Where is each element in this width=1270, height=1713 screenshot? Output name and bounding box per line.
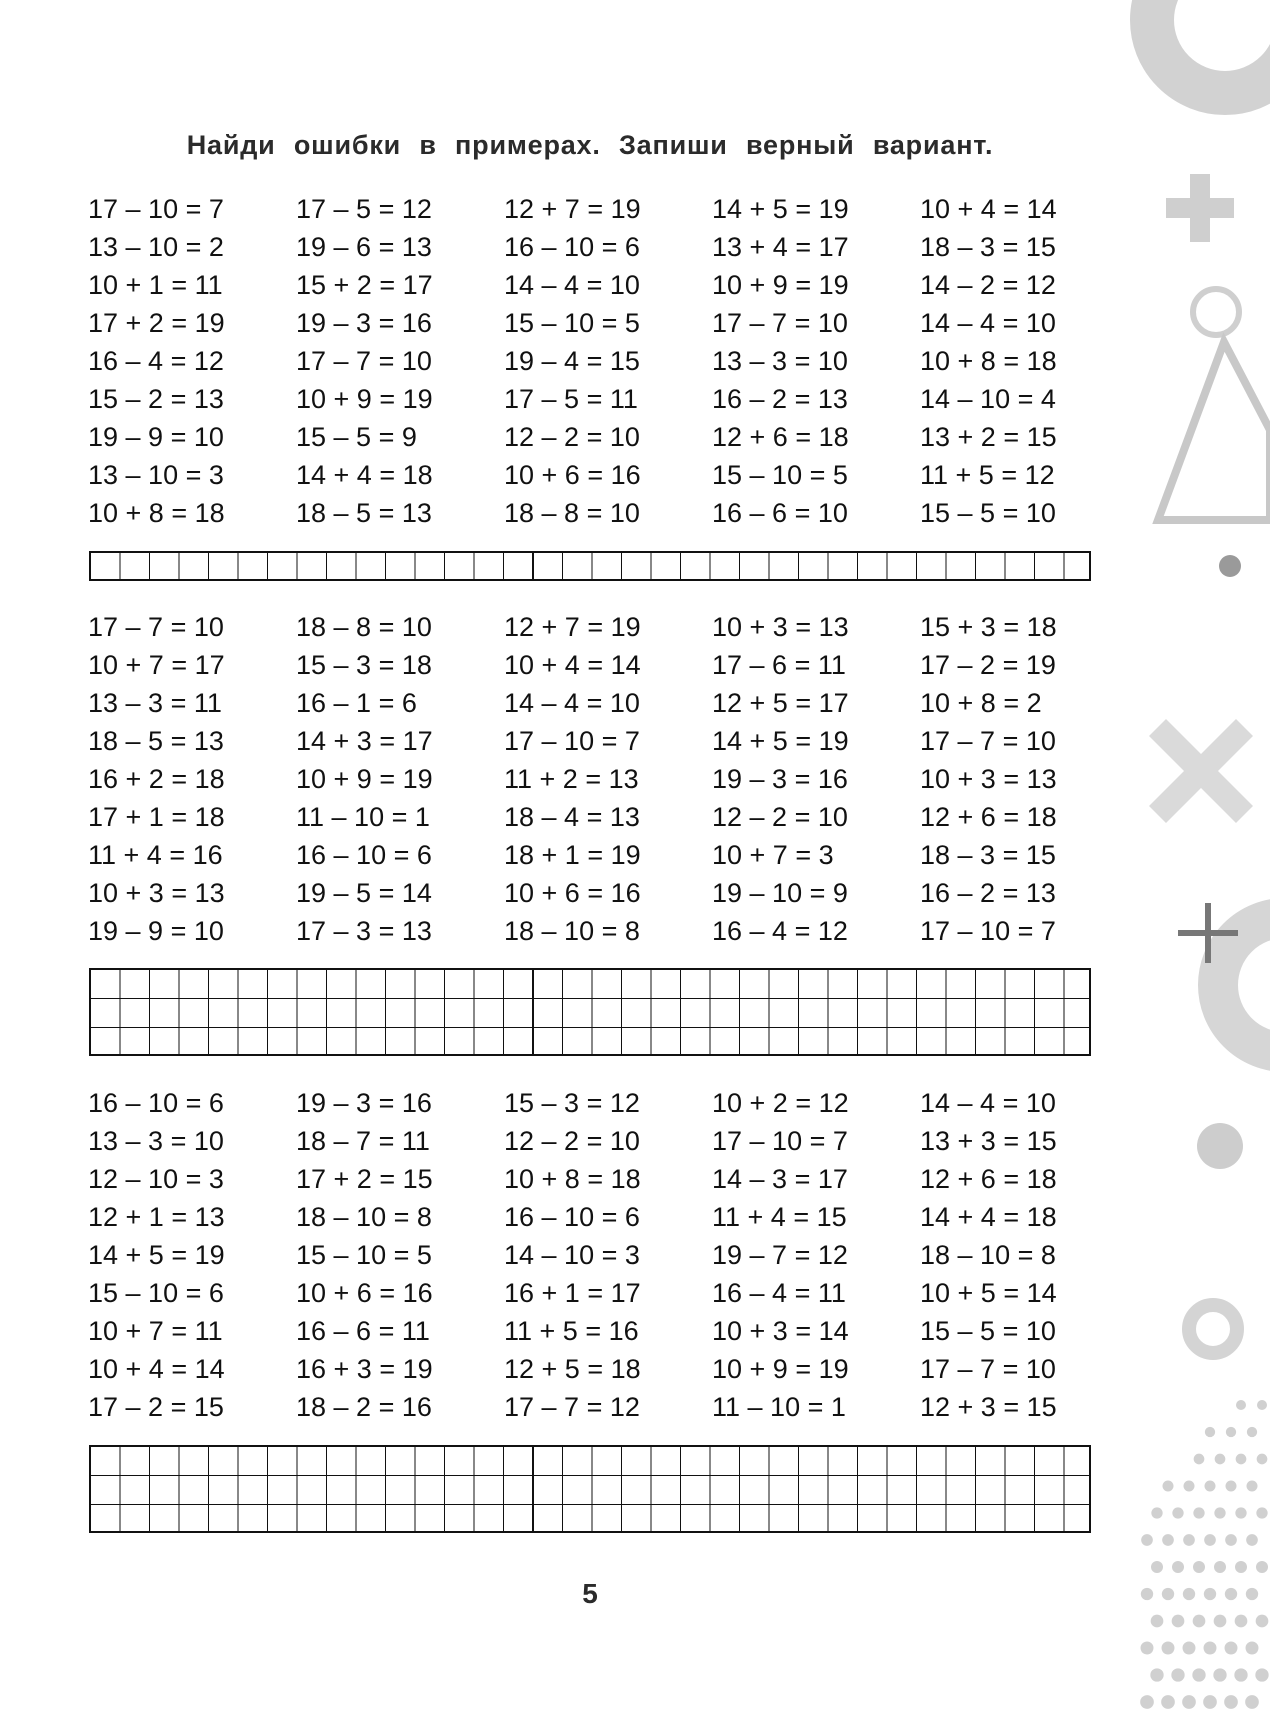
equation: 10 + 5 = 14 — [920, 1278, 1057, 1308]
equation: 17 – 7 = 12 — [504, 1392, 640, 1422]
exercise-block-2 — [88, 608, 1128, 950]
equation: 13 – 3 = 10 — [88, 1126, 224, 1156]
pattern-dot — [1257, 1454, 1268, 1465]
pattern-dot — [1246, 1588, 1258, 1600]
equation: 14 + 4 = 18 — [920, 1202, 1057, 1232]
equation: 18 – 3 = 15 — [920, 840, 1056, 870]
equation: 10 + 2 = 12 — [712, 1088, 849, 1118]
equation: 11 + 5 = 16 — [504, 1316, 639, 1346]
ring-shape-top — [1152, 0, 1270, 93]
equation: 10 + 3 = 14 — [712, 1316, 849, 1346]
pattern-dot — [1203, 1695, 1217, 1709]
pattern-dot — [1172, 1507, 1183, 1518]
pattern-dot — [1235, 1507, 1246, 1518]
equation: 11 + 4 = 15 — [712, 1202, 847, 1232]
equation: 12 + 6 = 18 — [920, 1164, 1057, 1194]
pattern-dot — [1256, 1507, 1267, 1518]
equation: 19 – 3 = 16 — [296, 1088, 432, 1118]
equation: 13 – 3 = 11 — [88, 688, 222, 718]
thin-plus-icon — [1178, 903, 1238, 963]
equation: 17 – 5 = 12 — [296, 194, 432, 224]
equation: 14 – 10 = 4 — [920, 384, 1056, 414]
equation: 10 + 9 = 19 — [712, 1354, 849, 1384]
equation: 15 – 10 = 5 — [296, 1240, 432, 1270]
pattern-dot — [1204, 1534, 1216, 1546]
equation: 15 – 5 = 10 — [920, 1316, 1056, 1346]
equation: 14 – 4 = 10 — [504, 270, 640, 300]
equation: 16 – 4 = 12 — [88, 346, 224, 376]
equation: 10 + 7 = 17 — [88, 650, 225, 680]
equation: 16 – 10 = 6 — [504, 1202, 640, 1232]
equation: 19 – 3 = 16 — [712, 764, 848, 794]
equation: 12 – 2 = 10 — [504, 1126, 640, 1156]
pattern-dot — [1256, 1561, 1268, 1573]
equation: 19 – 7 = 12 — [712, 1240, 848, 1270]
equation: 17 – 7 = 10 — [712, 308, 848, 338]
equation: 14 + 5 = 19 — [712, 726, 849, 756]
equation: 12 + 1 = 13 — [88, 1202, 225, 1232]
equation: 19 – 9 = 10 — [88, 422, 224, 452]
equation: 13 + 2 = 15 — [920, 422, 1057, 452]
equation: 19 – 10 = 9 — [712, 878, 848, 908]
equation: 15 – 10 = 5 — [712, 460, 848, 490]
pattern-dot — [1256, 1615, 1269, 1628]
answer-grid-2[interactable] — [89, 968, 1091, 1056]
equation: 16 – 1 = 6 — [296, 688, 417, 718]
pattern-dot — [1141, 1534, 1153, 1546]
equation: 16 – 2 = 13 — [920, 878, 1056, 908]
equation: 17 – 2 = 19 — [920, 650, 1056, 680]
pattern-dot — [1225, 1534, 1237, 1546]
equation: 10 + 8 = 18 — [88, 498, 225, 528]
pattern-dot — [1193, 1615, 1206, 1628]
equation-column — [504, 190, 712, 532]
pattern-dot — [1234, 1668, 1247, 1681]
gray-dot-icon — [1197, 1123, 1243, 1169]
equation-column — [296, 608, 504, 950]
pattern-dot — [1172, 1615, 1185, 1628]
pattern-dot — [1140, 1695, 1154, 1709]
equation: 13 + 3 = 15 — [920, 1126, 1057, 1156]
equation: 17 – 7 = 10 — [296, 346, 432, 376]
equation: 18 – 5 = 13 — [296, 498, 432, 528]
equation-column — [920, 190, 1128, 532]
pattern-dot — [1246, 1642, 1259, 1655]
grid-divider — [532, 970, 534, 1054]
equation: 10 + 6 = 16 — [504, 460, 641, 490]
equation: 16 – 4 = 12 — [712, 916, 848, 946]
equation: 19 – 6 = 13 — [296, 232, 432, 262]
equation: 19 – 5 = 14 — [296, 878, 432, 908]
equation: 11 – 10 = 1 — [712, 1392, 846, 1422]
equation: 17 + 2 = 15 — [296, 1164, 433, 1194]
equation: 11 + 4 = 16 — [88, 840, 223, 870]
small-ring-icon — [1189, 1305, 1237, 1353]
pattern-dot — [1182, 1695, 1196, 1709]
equation: 15 + 3 = 18 — [920, 612, 1057, 642]
equation: 17 – 2 = 15 — [88, 1392, 224, 1422]
equation: 12 + 7 = 19 — [504, 612, 641, 642]
pattern-dot — [1150, 1668, 1163, 1681]
exercise-block-3 — [88, 1084, 1128, 1426]
pattern-dot — [1183, 1588, 1195, 1600]
answer-grid-1[interactable] — [89, 551, 1091, 581]
equation: 17 – 5 = 11 — [504, 384, 638, 414]
pattern-dot — [1235, 1615, 1248, 1628]
pattern-dot — [1141, 1588, 1153, 1600]
equation: 15 – 5 = 9 — [296, 422, 417, 452]
pattern-dot — [1255, 1668, 1268, 1681]
pattern-dot — [1171, 1668, 1184, 1681]
equation-column — [920, 1084, 1128, 1426]
equation: 10 + 9 = 19 — [296, 384, 433, 414]
equation-column — [504, 608, 712, 950]
pattern-dot — [1151, 1615, 1164, 1628]
pattern-dot — [1226, 1427, 1236, 1437]
equation: 10 + 9 = 19 — [712, 270, 849, 300]
page-number: 5 — [582, 1578, 598, 1609]
equation: 17 – 7 = 10 — [920, 726, 1056, 756]
pattern-dot — [1246, 1534, 1258, 1546]
equation-column — [712, 190, 920, 532]
equation: 14 + 3 = 17 — [296, 726, 433, 756]
equation: 12 + 3 = 15 — [920, 1392, 1057, 1422]
equation: 11 + 2 = 13 — [504, 764, 639, 794]
equation: 14 – 4 = 10 — [920, 308, 1056, 338]
equation: 17 + 1 = 18 — [88, 802, 225, 832]
equation: 10 + 4 = 14 — [920, 194, 1057, 224]
equation: 18 – 3 = 15 — [920, 232, 1056, 262]
equation: 14 + 4 = 18 — [296, 460, 433, 490]
pattern-dot — [1214, 1507, 1225, 1518]
equation: 18 – 4 = 13 — [504, 802, 640, 832]
equation: 14 + 5 = 19 — [88, 1240, 225, 1270]
equation: 16 – 6 = 11 — [296, 1316, 430, 1346]
equation: 12 + 5 = 18 — [504, 1354, 641, 1384]
equation: 15 – 10 = 5 — [504, 308, 640, 338]
equation: 16 – 2 = 13 — [712, 384, 848, 414]
pattern-dot — [1245, 1695, 1259, 1709]
equation: 12 + 7 = 19 — [504, 194, 641, 224]
pattern-dot — [1225, 1642, 1238, 1655]
equation: 18 – 10 = 8 — [504, 916, 640, 946]
equation: 16 + 2 = 18 — [88, 764, 225, 794]
dot-icon — [1219, 555, 1241, 577]
equation: 18 – 7 = 11 — [296, 1126, 430, 1156]
equation: 17 – 6 = 11 — [712, 650, 846, 680]
equation-column — [296, 1084, 504, 1426]
equation-column — [504, 1084, 712, 1426]
equation: 15 – 2 = 13 — [88, 384, 224, 414]
equation-column — [88, 1084, 296, 1426]
equation-column — [88, 190, 296, 532]
equation: 18 – 8 = 10 — [296, 612, 432, 642]
pattern-dot — [1192, 1668, 1205, 1681]
pattern-dot — [1184, 1481, 1195, 1492]
pattern-dot — [1162, 1588, 1174, 1600]
grid-divider — [532, 553, 534, 579]
equation: 13 – 3 = 10 — [712, 346, 848, 376]
pattern-dot — [1162, 1642, 1175, 1655]
equation: 17 – 10 = 7 — [920, 916, 1056, 946]
equation: 17 – 10 = 7 — [88, 194, 224, 224]
pattern-dot — [1204, 1642, 1217, 1655]
answer-grid-3[interactable] — [89, 1445, 1091, 1533]
pattern-dot — [1214, 1561, 1226, 1573]
pattern-dot — [1163, 1481, 1174, 1492]
equation: 10 + 3 = 13 — [88, 878, 225, 908]
equation: 12 – 2 = 10 — [504, 422, 640, 452]
pattern-dot — [1247, 1481, 1258, 1492]
equation: 14 + 5 = 19 — [712, 194, 849, 224]
dot-pattern — [1140, 1400, 1269, 1709]
equation: 10 + 1 = 11 — [88, 270, 223, 300]
equation: 17 – 7 = 10 — [88, 612, 224, 642]
equation: 18 – 2 = 16 — [296, 1392, 432, 1422]
equation: 10 + 7 = 3 — [712, 840, 834, 870]
pattern-dot — [1236, 1400, 1246, 1410]
equation: 18 – 5 = 13 — [88, 726, 224, 756]
equation: 10 + 3 = 13 — [712, 612, 849, 642]
equation: 16 – 10 = 6 — [504, 232, 640, 262]
equation: 17 – 3 = 13 — [296, 916, 432, 946]
equation: 19 – 9 = 10 — [88, 916, 224, 946]
pattern-dot — [1183, 1642, 1196, 1655]
pattern-dot — [1141, 1642, 1154, 1655]
equation-column — [296, 190, 504, 532]
pattern-dot — [1213, 1668, 1226, 1681]
ring-shape-middle — [1218, 918, 1270, 1052]
equation: 11 – 10 = 1 — [296, 802, 430, 832]
pattern-dot — [1161, 1695, 1175, 1709]
equation: 16 – 6 = 10 — [712, 498, 848, 528]
equation: 15 + 2 = 17 — [296, 270, 433, 300]
pattern-dot — [1193, 1507, 1204, 1518]
equation-column — [88, 608, 296, 950]
equation: 17 – 10 = 7 — [712, 1126, 848, 1156]
pattern-dot — [1204, 1588, 1216, 1600]
equation: 10 + 6 = 16 — [504, 878, 641, 908]
equation: 10 + 4 = 14 — [88, 1354, 225, 1384]
equation: 18 – 8 = 10 — [504, 498, 640, 528]
pattern-dot — [1162, 1534, 1174, 1546]
equation: 16 – 10 = 6 — [88, 1088, 224, 1118]
equation: 15 – 3 = 12 — [504, 1088, 640, 1118]
equation: 15 – 5 = 10 — [920, 498, 1056, 528]
equation: 10 + 3 = 13 — [920, 764, 1057, 794]
triangle-outline-icon — [1158, 342, 1270, 520]
pattern-dot — [1183, 1534, 1195, 1546]
equation: 12 – 2 = 10 — [712, 802, 848, 832]
equation: 16 + 1 = 17 — [504, 1278, 641, 1308]
equation: 18 + 1 = 19 — [504, 840, 641, 870]
grid-divider — [532, 1447, 534, 1531]
equation-column — [712, 1084, 920, 1426]
equation: 15 – 3 = 18 — [296, 650, 432, 680]
equation: 12 + 6 = 18 — [712, 422, 849, 452]
circle-outline-icon — [1193, 289, 1239, 335]
equation: 19 – 4 = 15 — [504, 346, 640, 376]
pattern-dot — [1225, 1588, 1237, 1600]
pattern-dot — [1151, 1507, 1162, 1518]
pattern-dot — [1236, 1454, 1247, 1465]
equation: 10 + 7 = 11 — [88, 1316, 223, 1346]
equation: 14 – 4 = 10 — [920, 1088, 1056, 1118]
pattern-dot — [1247, 1427, 1257, 1437]
page-title: Найди ошибки в примерах. Запиши верный вариант. — [186, 130, 994, 160]
equation-column — [920, 608, 1128, 950]
equation: 12 – 10 = 3 — [88, 1164, 224, 1194]
equation: 11 + 5 = 12 — [920, 460, 1055, 490]
equation: 14 – 3 = 17 — [712, 1164, 848, 1194]
pattern-dot — [1205, 1427, 1215, 1437]
cross-icon — [1166, 736, 1236, 806]
equation: 14 – 4 = 10 — [504, 688, 640, 718]
pattern-dot — [1257, 1400, 1267, 1410]
equation: 16 – 4 = 11 — [712, 1278, 846, 1308]
equation: 17 + 2 = 19 — [88, 308, 225, 338]
equation: 13 – 10 = 3 — [88, 460, 224, 490]
pattern-dot — [1193, 1561, 1205, 1573]
equation: 16 + 3 = 19 — [296, 1354, 433, 1384]
decorative-shapes — [1120, 0, 1270, 1713]
equation-column — [712, 608, 920, 950]
equation: 18 – 10 = 8 — [296, 1202, 432, 1232]
pattern-dot — [1214, 1615, 1227, 1628]
pattern-dot — [1215, 1454, 1226, 1465]
pattern-dot — [1205, 1481, 1216, 1492]
exercise-block-1 — [88, 190, 1128, 532]
equation: 14 – 10 = 3 — [504, 1240, 640, 1270]
equation: 10 + 8 = 18 — [504, 1164, 641, 1194]
equation: 10 + 8 = 18 — [920, 346, 1057, 376]
equation: 10 + 6 = 16 — [296, 1278, 433, 1308]
equation: 17 – 7 = 10 — [920, 1354, 1056, 1384]
equation: 15 – 10 = 6 — [88, 1278, 224, 1308]
equation: 18 – 10 = 8 — [920, 1240, 1056, 1270]
plus-icon — [1166, 174, 1234, 242]
equation: 12 + 6 = 18 — [920, 802, 1057, 832]
equation: 12 + 5 = 17 — [712, 688, 849, 718]
equation: 19 – 3 = 16 — [296, 308, 432, 338]
equation: 10 + 8 = 2 — [920, 688, 1042, 718]
pattern-dot — [1224, 1695, 1238, 1709]
equation: 16 – 10 = 6 — [296, 840, 432, 870]
equation: 10 + 4 = 14 — [504, 650, 641, 680]
pattern-dot — [1226, 1481, 1237, 1492]
pattern-dot — [1235, 1561, 1247, 1573]
equation: 10 + 9 = 19 — [296, 764, 433, 794]
equation: 17 – 10 = 7 — [504, 726, 640, 756]
equation: 13 – 10 = 2 — [88, 232, 224, 262]
pattern-dot — [1172, 1561, 1184, 1573]
pattern-dot — [1151, 1561, 1163, 1573]
pattern-dot — [1194, 1454, 1205, 1465]
equation: 14 – 2 = 12 — [920, 270, 1056, 300]
equation: 13 + 4 = 17 — [712, 232, 849, 262]
